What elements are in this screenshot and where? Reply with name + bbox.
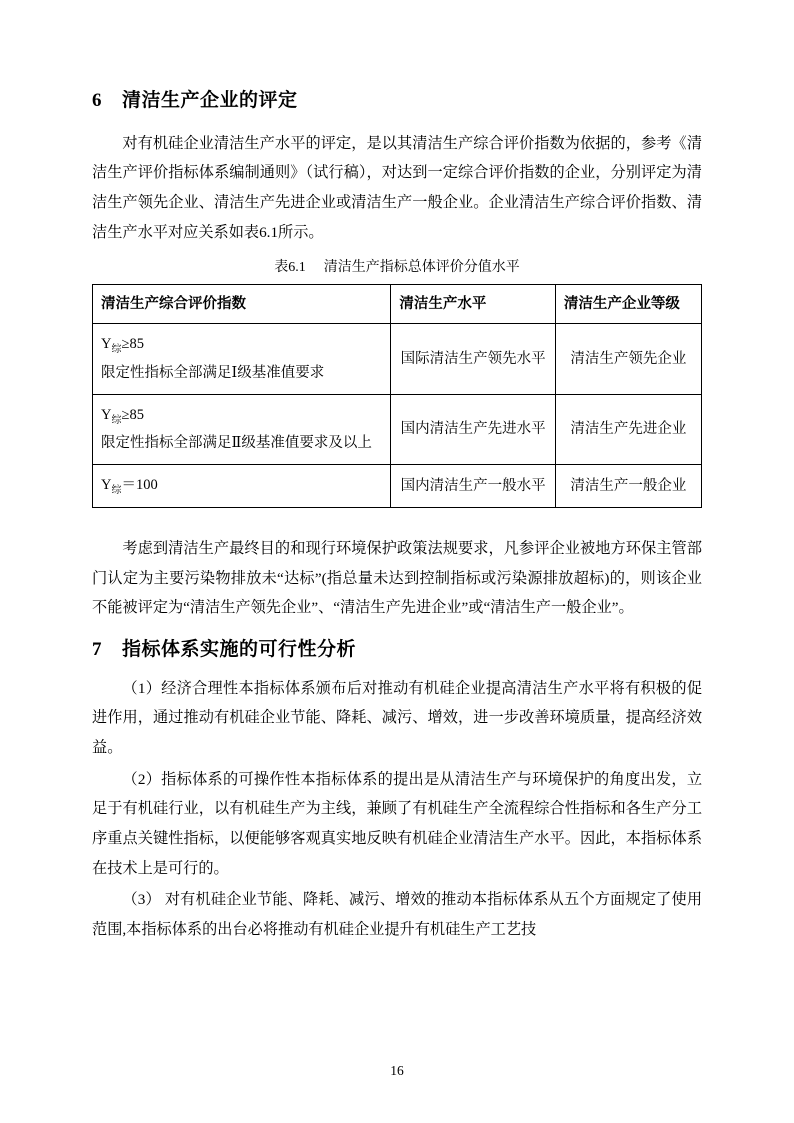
section-6-paragraph-1: 对有机硅企业清洁生产水平的评定，是以其清洁生产综合评价指数为依据的，参考《清洁生产评价指标体系编制通则》（试行稿），对达到一定综合评价指数的企业，分别评定为清洁生产领先企业、清洁生产先进企业或清洁生产一般企业。企业清洁生产综合评价指数、清洁生产水平对应关系如表6.1所示。 <box>92 134 702 241</box>
table-header-level: 清洁生产水平 <box>391 284 555 324</box>
table-caption-label: 表6.1 <box>274 260 306 276</box>
section-7-heading <box>92 637 702 664</box>
formula-2: $Y_综\ge 85$ <box>101 406 144 426</box>
table-caption-title: 清洁生产指标总体评价分值水平 <box>323 260 520 276</box>
condition-1: 限定性指标全部满足Ⅰ级基准值要求 <box>101 364 325 381</box>
table-cell-index-3 <box>93 464 391 507</box>
section-7-number: 7 <box>92 639 102 661</box>
page-number: 16 <box>390 1063 404 1078</box>
formula-3: $Y_综=100$ <box>101 476 158 496</box>
table-header-index: 清洁生产综合评价指数 <box>93 284 391 324</box>
table-cell-index-2 <box>93 394 391 464</box>
table-cell-grade-1: 清洁生产领先企业 <box>555 324 701 394</box>
table-cell-grade-3: 清洁生产一般企业 <box>555 464 701 507</box>
table-row <box>93 464 702 507</box>
table-cell-grade-2: 清洁生产先进企业 <box>555 394 701 464</box>
table-cell-level-1: 国际清洁生产领先水平 <box>391 324 555 394</box>
table-row <box>93 394 702 464</box>
table-cell-level-3: 国内清洁生产一般水平 <box>391 464 555 507</box>
table-header-grade: 清洁生产企业等级 <box>555 284 701 324</box>
section-7-paragraph-2: （2）指标体系的可操作性本指标体系的提出是从清洁生产与环境保护的角度出发，立足于有机硅行业，以有机硅生产为主线，兼顾了有机硅生产全流程综合性指标和各生产分工序重点关键性指标，以便能够客观真实地反映有机硅企业清洁生产水平。因此，本指标体系在技术上是可行的。 <box>92 770 702 877</box>
section-6-title: 清洁生产企业的评定 <box>122 90 298 111</box>
table-row <box>93 324 702 394</box>
formula-1: $Y_综\ge 85$ <box>101 336 144 356</box>
table-caption <box>92 257 702 279</box>
section-6-heading <box>92 88 702 115</box>
table-cell-level-2: 国内清洁生产先进水平 <box>391 394 555 464</box>
evaluation-table <box>92 284 702 509</box>
section-7-paragraph-1: （1）经济合理性本指标体系颁布后对推动有机硅企业提高清洁生产水平将有积极的促进作用，通过推动有机硅企业节能、降耗、减污、增效，进一步改善环境质量，提高经济效益。 <box>92 679 702 756</box>
table-header-row <box>93 284 702 324</box>
section-6-paragraph-2: 考虑到清洁生产最终目的和现行环境保护政策法规要求，凡参评企业被地方环保主管部门认定为主要污染物排放未“达标”(指总量未达到控制指标或污染源排放超标)的，则该企业不能被评定为“清洁生产领先企业”、“清洁生产先进企业”或“清洁生产一般企业”。 <box>92 540 702 617</box>
section-7-paragraph-3: （3） 对有机硅企业节能、降耗、减污、增效的推动本指标体系从五个方面规定了使用范围,本指标体系的出台必将推动有机硅企业提升有机硅生产工艺技 <box>92 891 702 938</box>
table-cell-index-1 <box>93 324 391 394</box>
section-6-number: 6 <box>92 90 102 111</box>
condition-2: 限定性指标全部满足Ⅱ级基准值要求及以上 <box>101 434 372 451</box>
section-7-title: 指标体系实施的可行性分析 <box>122 639 357 661</box>
